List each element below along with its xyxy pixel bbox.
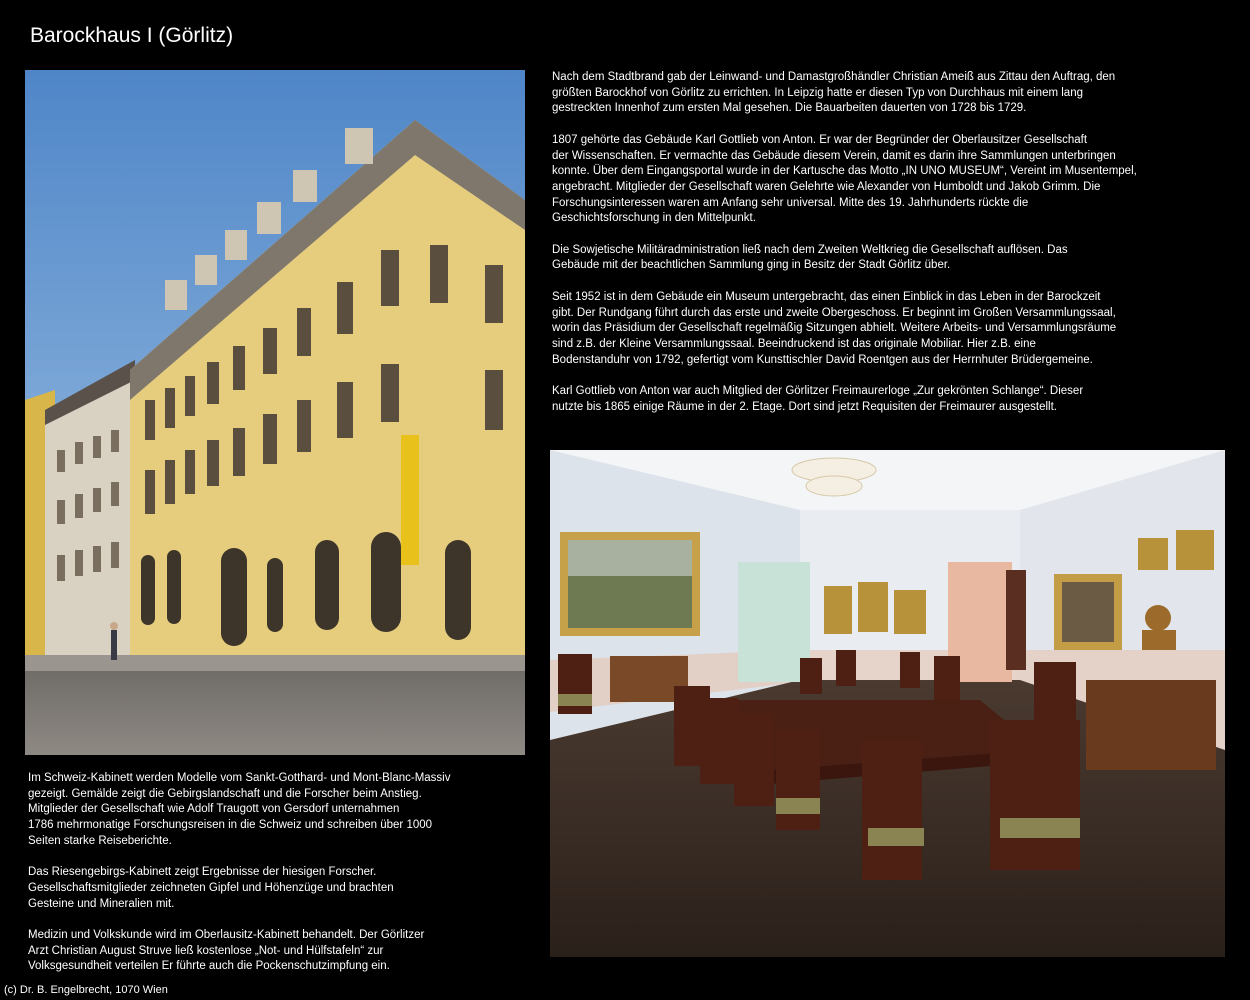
paragraph: Seit 1952 ist in dem Gebäude ein Museum untergebracht, das einen Einblick in das Leben in der Barockzeit gibt. Der Rundgang führt durch das erste und zweite Obergeschoss. Er beginnt im Großen Versammlungssaal, worin das Präsidium der Gesellschaft regelmäßig Sitzungen abhielt. Weitere Arbeits- und Versammlungsräume sind z.B. der Kleine Versammlungssaal. Beeindruckend ist das originale Mobiliar. Hier z.B. eine Bodenstanduhr von 1792, gefertigt vom Kunsttischler David Roentgen aus der Herrnhuter Brüdergemeine. [552,290,1117,366]
paragraph: 1807 gehörte das Gebäude Karl Gottlieb von Anton. Er war der Begründer der Oberlausitzer Gesellschaft der Wissenschaften. Er vermachte das Gebäude diesem Verein, damit es darin ihre Sammlungen unterbringen konnte. Über dem Eingangsportal wurde in der Kartusche das Motto „IN UNO MUSEUM“, Vereint im Musentempel, angebracht. Mitglieder der Gesellschaft waren Gelehrte wie Alexander von Humboldt und Jakob Grimm. Die Forschungsinteressen waren am Anfang sehr universal. Mitte des 19. Jahrhunderts rückte die Geschichtsforschung in den Mittelpunkt. [552,133,1137,225]
paragraph: Nach dem Stadtbrand gab der Leinwand- und Damastgroßhändler Christian Ameiß aus Zittau den Auftrag, den größten Barockhof von Görlitz zu errichten. In Leipzig hatte er diesen Typ von Durchhaus mit einem lang gestreckten Innenhof zum ersten Mal gesehen. Die Bauarbeiten dauerten von 1728 bis 1729. [552,71,1116,115]
page-title: Barockhaus I (Görlitz) [30,24,234,47]
description-text-left [28,771,498,991]
room-photo [550,450,1225,957]
paragraph: Karl Gottlieb von Anton war auch Mitglied der Görlitzer Freimaurerloge „Zur gekrönten Schlange“. Dieser nutzte bis 1865 einige Räume in der 2. Etage. Dort sind jetzt Requisiten der Freimaurer ausgestellt. [552,385,1084,413]
description-text-right [552,70,1182,431]
paragraph: Im Schweiz-Kabinett werden Modelle vom Sankt-Gotthard- und Mont-Blanc-Massiv gezeigt. Gemälde zeigt die Gebirgslandschaft und die Forscher beim Anstieg. Mitglieder der Gesellschaft wie Adolf Traugott von Gersdorf unternahmen 1786 mehrmonatige Forschungsreisen in die Schweiz und schreiben über 1000 Seiten starke Reiseberichte. [28,772,451,847]
building-photo [25,70,525,755]
paragraph: Medizin und Volkskunde wird im Oberlausitz-Kabinett behandelt. Der Görlitzer Arzt Christian August Struve ließ kostenlose „Not- und Hülfstafeln“ zur Volksgesundheit verteilen Er führte auch die Pockenschutzimpfung ein. [28,929,425,973]
copyright-footer: (c) Dr. B. Engelbrecht, 1070 Wien [4,984,168,996]
paragraph: Die Sowjetische Militäradministration ließ nach dem Zweiten Weltkrieg die Gesellschaft auflösen. Das Gebäude mit der beachtlichen Sammlung ging in Besitz der Stadt Görlitz über. [552,243,1068,272]
paragraph: Das Riesengebirgs-Kabinett zeigt Ergebnisse der hiesigen Forscher. Gesellschaftsmitglieder zeichneten Gipfel und Höhenzüge und brachten Gesteine und Mineralien mit. [28,866,394,910]
